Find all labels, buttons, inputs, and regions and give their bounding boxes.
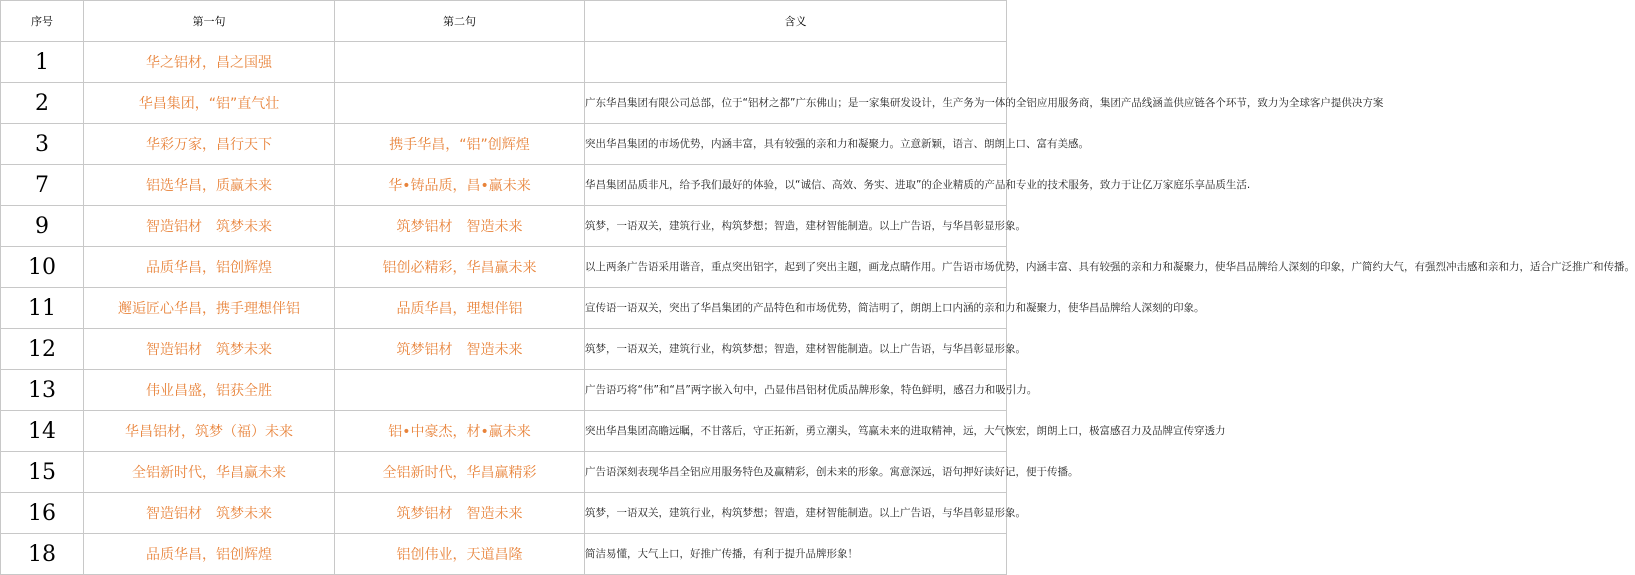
cell-index[interactable]: 14: [1, 411, 84, 452]
cell-meaning[interactable]: [585, 411, 1226, 452]
table-row: [1, 370, 1007, 411]
cell-index[interactable]: 18: [1, 534, 84, 575]
cell-meaning[interactable]: [585, 42, 1007, 83]
table-row: [1, 329, 1007, 370]
cell-second-sentence[interactable]: 筑梦铝材 智造未来: [335, 329, 585, 370]
cell-index[interactable]: 2: [1, 83, 84, 124]
cell-meaning[interactable]: [585, 83, 1384, 124]
meaning-text: 筑梦，一语双关，建筑行业，构筑梦想；智造，建材智能制造。以上广告语，与华昌彰显形象。: [585, 342, 1026, 355]
cell-second-sentence[interactable]: [335, 42, 585, 83]
cell-second-sentence[interactable]: [335, 83, 585, 124]
meaning-text: 华昌集团品质非凡，给予我们最好的体验，以“诚信、高效、务实、进取”的企业精质的产品和专业的技术服务，致力于让亿万家庭乐享品质生活.: [585, 178, 1251, 191]
cell-first-sentence[interactable]: 邂逅匠心华昌，携手理想伴铝: [84, 288, 335, 329]
cell-second-sentence[interactable]: 华•铸品质，昌•赢未来: [335, 165, 585, 206]
cell-first-sentence[interactable]: 品质华昌，铝创辉煌: [84, 534, 335, 575]
header-second-sentence[interactable]: 第二句: [335, 1, 585, 42]
cell-second-sentence[interactable]: 携手华昌，“铝”创辉煌: [335, 124, 585, 165]
cell-meaning[interactable]: [585, 534, 1007, 575]
cell-first-sentence[interactable]: 伟业昌盛，铝获全胜: [84, 370, 335, 411]
cell-first-sentence[interactable]: 品质华昌，铝创辉煌: [84, 247, 335, 288]
cell-index[interactable]: 15: [1, 452, 84, 493]
cell-first-sentence[interactable]: 铝选华昌，质赢未来: [84, 165, 335, 206]
cell-second-sentence[interactable]: 筑梦铝材 智造未来: [335, 206, 585, 247]
cell-first-sentence[interactable]: 全铝新时代，华昌赢未来: [84, 452, 335, 493]
cell-second-sentence[interactable]: 铝创必精彩，华昌赢未来: [335, 247, 585, 288]
meaning-text: 简洁易懂，大气上口，好推广传播，有利于提升品牌形象！: [585, 547, 858, 560]
table-row: [1, 534, 1007, 575]
meaning-text: 广告语巧将“伟”和“昌”两字嵌入句中，凸显伟昌铝材优质品牌形象，特色鲜明，感召力和吸引力。: [585, 383, 1038, 396]
meaning-text: 广告语深刻表现华昌全铝应用服务特色及赢精彩，创未来的形象。寓意深远，语句押好读好记，便于传播。: [585, 465, 1079, 478]
cell-second-sentence[interactable]: 品质华昌，理想伴铝: [335, 288, 585, 329]
table-row: [1, 411, 1007, 452]
cell-index[interactable]: 10: [1, 247, 84, 288]
header-first-sentence[interactable]: 第一句: [84, 1, 335, 42]
cell-first-sentence[interactable]: 华之铝材，昌之国强: [84, 42, 335, 83]
cell-index[interactable]: 13: [1, 370, 84, 411]
cell-first-sentence[interactable]: 华昌铝材，筑梦（福）未来: [84, 411, 335, 452]
table-row: [1, 165, 1007, 206]
cell-meaning[interactable]: [585, 247, 1635, 288]
table-row: [1, 247, 1007, 288]
table-row: [1, 206, 1007, 247]
cell-meaning[interactable]: [585, 493, 1026, 534]
cell-first-sentence[interactable]: 华彩万家，昌行天下: [84, 124, 335, 165]
meaning-text: 广东华昌集团有限公司总部，位于“铝材之都”广东佛山；是一家集研发设计，生产务为一体的全铝应用服务商，集团产品线涵盖供应链各个环节，致力为全球客户提供决方案: [585, 96, 1384, 109]
cell-meaning[interactable]: [585, 206, 1026, 247]
table-row: [1, 452, 1007, 493]
header-row: [1, 1, 1007, 42]
cell-first-sentence[interactable]: 智造铝材 筑梦未来: [84, 493, 335, 534]
cell-index[interactable]: 1: [1, 42, 84, 83]
cell-index[interactable]: 7: [1, 165, 84, 206]
cell-meaning[interactable]: [585, 165, 1251, 206]
meaning-text: 突出华昌集团高瞻远瞩，不甘落后，守正拓新，勇立潮头，笃赢未来的进取精神，远，大气恢宏，朗朗上口，极富感召力及品牌宣传穿透力: [585, 424, 1226, 437]
meaning-text: 突出华昌集团的市场优势，内涵丰富，具有较强的亲和力和凝聚力。立意新颖，语言、朗朗上口、富有美感。: [585, 137, 1089, 150]
cell-meaning[interactable]: [585, 452, 1079, 493]
cell-first-sentence[interactable]: 华昌集团，“铝”直气壮: [84, 83, 335, 124]
cell-index[interactable]: 3: [1, 124, 84, 165]
cell-second-sentence[interactable]: 全铝新时代，华昌赢精彩: [335, 452, 585, 493]
cell-second-sentence[interactable]: 筑梦铝材 智造未来: [335, 493, 585, 534]
cell-index[interactable]: 12: [1, 329, 84, 370]
cell-meaning[interactable]: [585, 370, 1038, 411]
meaning-text: 筑梦，一语双关，建筑行业，构筑梦想；智造，建材智能制造。以上广告语，与华昌彰显形象。: [585, 506, 1026, 519]
table-row: [1, 493, 1007, 534]
cell-second-sentence[interactable]: 铝创伟业，天道昌隆: [335, 534, 585, 575]
table-row: [1, 124, 1007, 165]
cell-first-sentence[interactable]: 智造铝材 筑梦未来: [84, 329, 335, 370]
meaning-text: 以上两条广告语采用谐音，重点突出铝字，起到了突出主题，画龙点睛作用。广告语市场优势，内涵丰富、具有较强的亲和力和凝聚力，使华昌品牌给人深刻的印象，广简约大气，有强烈冲击感和亲和力，适合广泛推广和传播。: [585, 260, 1635, 273]
cell-index[interactable]: 11: [1, 288, 84, 329]
header-index[interactable]: 序号: [1, 1, 84, 42]
table-row: [1, 288, 1007, 329]
cell-second-sentence[interactable]: 铝•中豪杰，材•赢未来: [335, 411, 585, 452]
header-meaning[interactable]: 含义: [585, 1, 1007, 42]
table-row: [1, 42, 1007, 83]
cell-first-sentence[interactable]: 智造铝材 筑梦未来: [84, 206, 335, 247]
meaning-text: 筑梦，一语双关，建筑行业，构筑梦想；智造，建材智能制造。以上广告语，与华昌彰显形象。: [585, 219, 1026, 232]
cell-meaning[interactable]: [585, 124, 1089, 165]
table-row: [1, 83, 1007, 124]
cell-index[interactable]: 9: [1, 206, 84, 247]
cell-index[interactable]: 16: [1, 493, 84, 534]
cell-second-sentence[interactable]: [335, 370, 585, 411]
meaning-text: 宣传语一语双关，突出了华昌集团的产品特色和市场优势，简洁明了，朗朗上口内涵的亲和力和凝聚力，使华昌品牌给人深刻的印象。: [585, 301, 1205, 314]
cell-meaning[interactable]: [585, 329, 1026, 370]
cell-meaning[interactable]: [585, 288, 1205, 329]
